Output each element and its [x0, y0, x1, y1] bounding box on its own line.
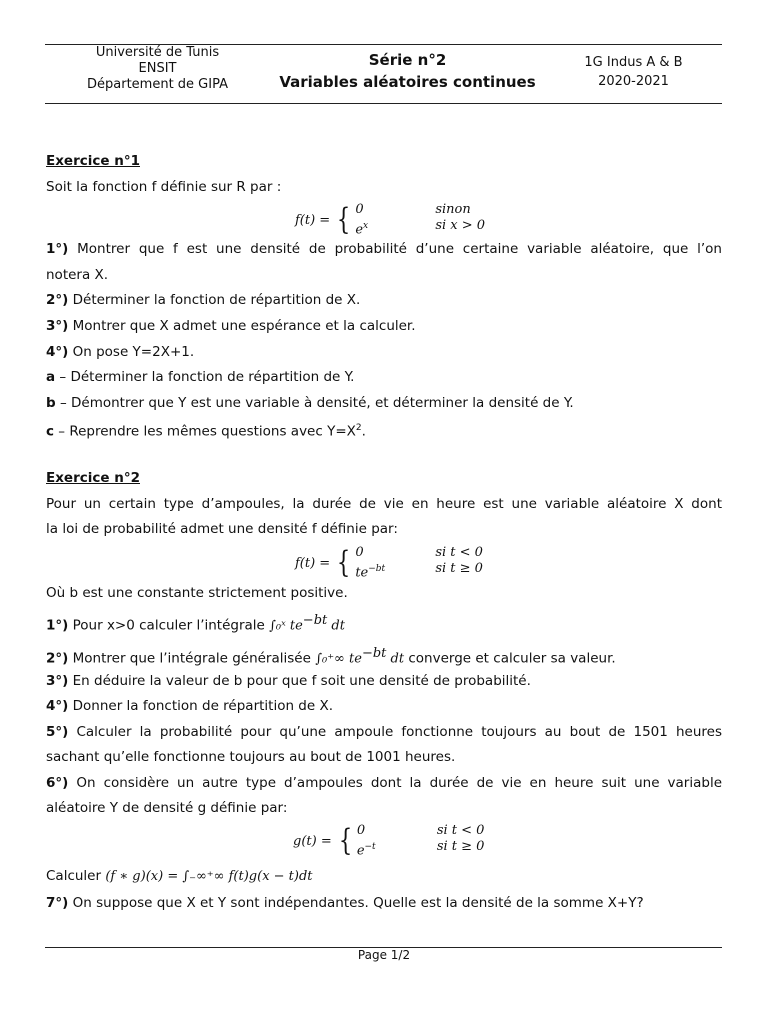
- case-2-value: $e^{-t}$: [356, 842, 376, 859]
- ex2-question-4: 4°) Donner la fonction de répartition de X.: [46, 698, 334, 714]
- case-2-value: $e^x$: [355, 221, 369, 238]
- ex1-question-4a: a – Déterminer la fonction de répartition de Y.: [46, 369, 355, 385]
- series-title-block: [270, 49, 545, 93]
- exercise-2-intro: Pour un certain type d’ampoules, la durée de vie en heure est une variable aléatoire X dont: [46, 496, 722, 512]
- brace-symbol: {: [338, 823, 352, 859]
- ex2-question-7: 7°) On suppose que X et Y sont indépendantes. Quelle est la densité de la somme X+Y?: [46, 895, 644, 911]
- brace-symbol: {: [337, 202, 351, 238]
- header-bottom-rule: [45, 103, 722, 104]
- class-name: 1G Indus A & B: [584, 55, 683, 70]
- class-year-block: [545, 53, 722, 91]
- ex2-question-3: 3°) En déduire la valeur de b pour que f soit une densité de probabilité.: [46, 673, 531, 689]
- ex1-question-2: 2°) Déterminer la fonction de répartition de X.: [46, 292, 361, 308]
- case-1-value: 0: [355, 202, 364, 217]
- exercise-1-title: Exercice n°1: [46, 153, 140, 169]
- case-1-value: 0: [355, 545, 364, 560]
- formula-cases: [355, 545, 495, 581]
- page-number: Page 1/2: [357, 948, 411, 962]
- ex2-question-6: 6°) On considère un autre type d’ampoules dont la durée de vie en heure suit une variable: [46, 775, 722, 791]
- formula-f-ex2: [295, 545, 495, 581]
- brace-symbol: {: [337, 545, 351, 581]
- university-name: Université de Tunis: [95, 45, 220, 60]
- institution-block: [45, 45, 270, 93]
- exercise-2-intro-cont: la loi de probabilité admet une densité f définie par:: [46, 521, 398, 537]
- case-1-condition: si t < 0: [436, 823, 485, 838]
- formula-lhs: f(t) =: [295, 555, 331, 571]
- constant-statement: Où b est une constante strictement positive.: [46, 585, 348, 601]
- ex2-question-2: 2°) Montrer que l’intégrale généralisée ∫₀⁺∞ $te^{-bt}$ dt converge et calculer sa valeur.: [46, 646, 616, 667]
- exercise-2-title: Exercice n°2: [46, 470, 140, 486]
- formula-g: [293, 823, 497, 859]
- formula-lhs: g(t) =: [293, 833, 332, 849]
- formula-lhs: f(t) =: [295, 212, 331, 228]
- ex1-question-4: 4°) On pose Y=2X+1.: [46, 344, 195, 360]
- ex1-question-3: 3°) Montrer que X admet une espérance et la calculer.: [46, 318, 416, 334]
- series-number: Série n°2: [368, 51, 447, 69]
- ex2-question-1: 1°) Pour x>0 calculer l’intégrale ∫₀ˣ $te^{-bt}$ dt: [46, 613, 345, 634]
- ex1-question-4c: c – Reprendre les mêmes questions avec $Y=X^2$.: [46, 423, 366, 440]
- case-2-condition: si t ≥ 0: [436, 839, 485, 854]
- case-1-condition: si t < 0: [435, 545, 483, 560]
- academic-year: 2020-2021: [598, 74, 669, 89]
- case-1-condition: sinon: [435, 202, 471, 217]
- exercise-1-intro: Soit la fonction f définie sur R par :: [46, 179, 282, 195]
- ex1-question-1: 1°) Montrer que f est une densité de probabilité d’une certaine variable aléatoire, que l’on: [46, 241, 722, 257]
- case-1-value: 0: [356, 823, 366, 838]
- series-subject: Variables aléatoires continues: [279, 73, 536, 91]
- formula-cases: [355, 202, 495, 238]
- ex1-question-4b: b – Démontrer que Y est une variable à densité, et déterminer la densité de Y.: [46, 395, 574, 411]
- school-name: ENSIT: [138, 61, 177, 76]
- convolution-question: Calculer (f ∗ g)(x) = ∫₋∞⁺∞ f(t)g(x − t)dt: [46, 868, 313, 884]
- document-header: [45, 45, 722, 103]
- case-2-value: $te^{-bt}$: [355, 564, 386, 581]
- case-2-condition: si x > 0: [435, 218, 486, 233]
- formula-f-ex1: [295, 202, 495, 238]
- ex2-question-5-cont: sachant qu’elle fonctionne toujours au bout de 1001 heures.: [46, 749, 456, 765]
- ex2-question-6-cont: aléatoire Y de densité g définie par:: [46, 800, 288, 816]
- department-name: Département de GIPA: [87, 77, 228, 92]
- formula-cases: [357, 823, 497, 859]
- case-2-condition: si t ≥ 0: [435, 561, 483, 576]
- ex1-question-1-cont: notera X.: [46, 267, 109, 283]
- ex2-question-5: 5°) Calculer la probabilité pour qu’une ampoule fonctionne toujours au bout de 1501 heures: [46, 724, 722, 740]
